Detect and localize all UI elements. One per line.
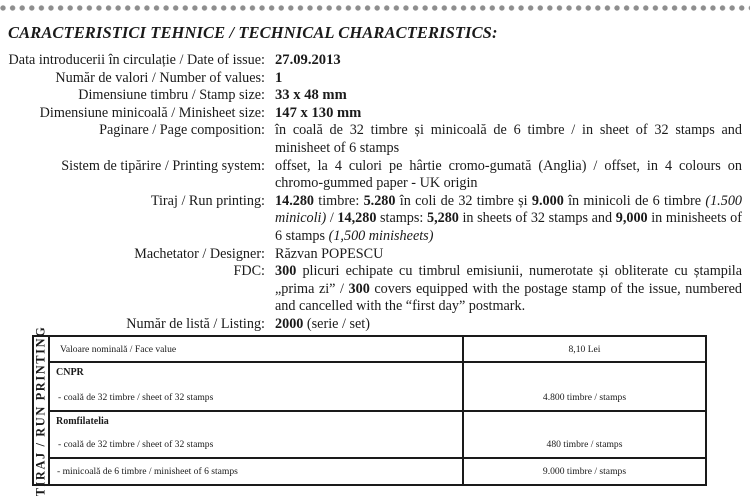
row-value: 9.000 timbre / stamps xyxy=(463,458,705,484)
spec-row-stamp-size xyxy=(0,87,750,105)
spec-value: 27.09.2013 xyxy=(275,52,341,68)
table-row-minisheet xyxy=(50,458,705,484)
table-side-label xyxy=(33,325,50,496)
spec-row-number-of-values xyxy=(0,70,750,88)
spec-label: Data introducerii în circulație / Date of issue: xyxy=(8,52,265,68)
spec-row-listing xyxy=(0,316,750,334)
spec-value: 14.280 timbre: 5.280 în coli de 32 timbre și 9.000 în minicoli de 6 timbre (1.500 minicoli) / 14,280 stamps: 5,280 in sheets of 32 stamps and 9,000 in minisheets of 6 stamps (1,500 minisheets) xyxy=(275,192,743,244)
run-printing-table xyxy=(32,325,707,496)
spec-value: 33 x 48 mm xyxy=(275,87,347,104)
row-label: - minicoală de 6 timbre / minisheet of 6 stamps xyxy=(50,458,463,484)
spec-row-minisheet-size xyxy=(0,105,750,123)
spec-value: offset, la 4 culori pe hârtie cromo-gumată (Anglia) / offset, in 4 colours on chromo-gummed paper - UK origin xyxy=(275,157,742,192)
table-row-face-value xyxy=(50,337,705,362)
spec-value: 2000 (serie / set) xyxy=(275,315,370,332)
table-row-romfilatelia xyxy=(50,411,705,458)
spec-label: Paginare / Page composition: xyxy=(99,122,265,139)
spec-row-fdc xyxy=(0,263,750,316)
spec-label: Dimensiune minicoală / Minisheet size: xyxy=(39,104,265,121)
spec-value: 147 x 130 mm xyxy=(275,104,362,121)
row-label: - coală de 32 timbre / sheet of 32 stamps xyxy=(58,392,214,403)
spec-value: în coală de 32 timbre și minicoală de 6 timbre / in sheet of 32 stamps and minisheet of 6 stamps xyxy=(275,122,742,156)
side-label-text: TIRAJ / RUN PRINTING xyxy=(33,325,48,496)
spec-value: Răzvan POPESCU xyxy=(275,245,384,262)
spec-label: Tiraj / Run printing: xyxy=(150,192,265,209)
spec-label: FDC: xyxy=(233,263,265,280)
group-name: Romfilatelia xyxy=(56,416,109,427)
spec-value: 300 plicuri echipate cu timbrul emisiunii, numerotate și obliterate cu ștampila „prima zi” / 300 covers equipped with the postage stamp of the issue, numbered and cancelled with the “first day” postmark. xyxy=(275,263,742,315)
spec-label: Număr de valori / Number of values: xyxy=(55,69,265,86)
spec-label: Număr de listă / Listing: xyxy=(126,315,265,332)
spec-label: Sistem de tipărire / Printing system: xyxy=(61,157,265,174)
face-value: 8,10 Lei xyxy=(463,337,705,362)
group-name: CNPR xyxy=(56,367,84,379)
face-value-label: Valoare nominală / Face value xyxy=(50,337,463,362)
spec-row-run-printing xyxy=(0,193,750,246)
row-value: 4.800 timbre / stamps xyxy=(542,392,627,403)
section-title: CARACTERISTICI TEHNICE / TECHNICAL CHARACTERISTICS: xyxy=(8,23,498,42)
spec-row-date-of-issue xyxy=(0,52,750,70)
spec-label: Machetator / Designer: xyxy=(134,245,265,262)
row-value: 480 timbre / stamps xyxy=(546,438,623,450)
spec-row-printing-system xyxy=(0,158,750,193)
dotted-divider xyxy=(0,5,750,11)
row-label: - coală de 32 timbre / sheet of 32 stamps xyxy=(58,438,214,450)
spec-label: Dimensiune timbru / Stamp size: xyxy=(78,87,265,104)
spec-row-designer xyxy=(0,246,750,264)
spec-value: 1 xyxy=(275,69,283,86)
technical-specs xyxy=(0,52,750,334)
table-row-cnpr xyxy=(50,362,705,411)
run-printing-grid xyxy=(50,337,705,484)
spec-row-page-composition xyxy=(0,122,750,157)
